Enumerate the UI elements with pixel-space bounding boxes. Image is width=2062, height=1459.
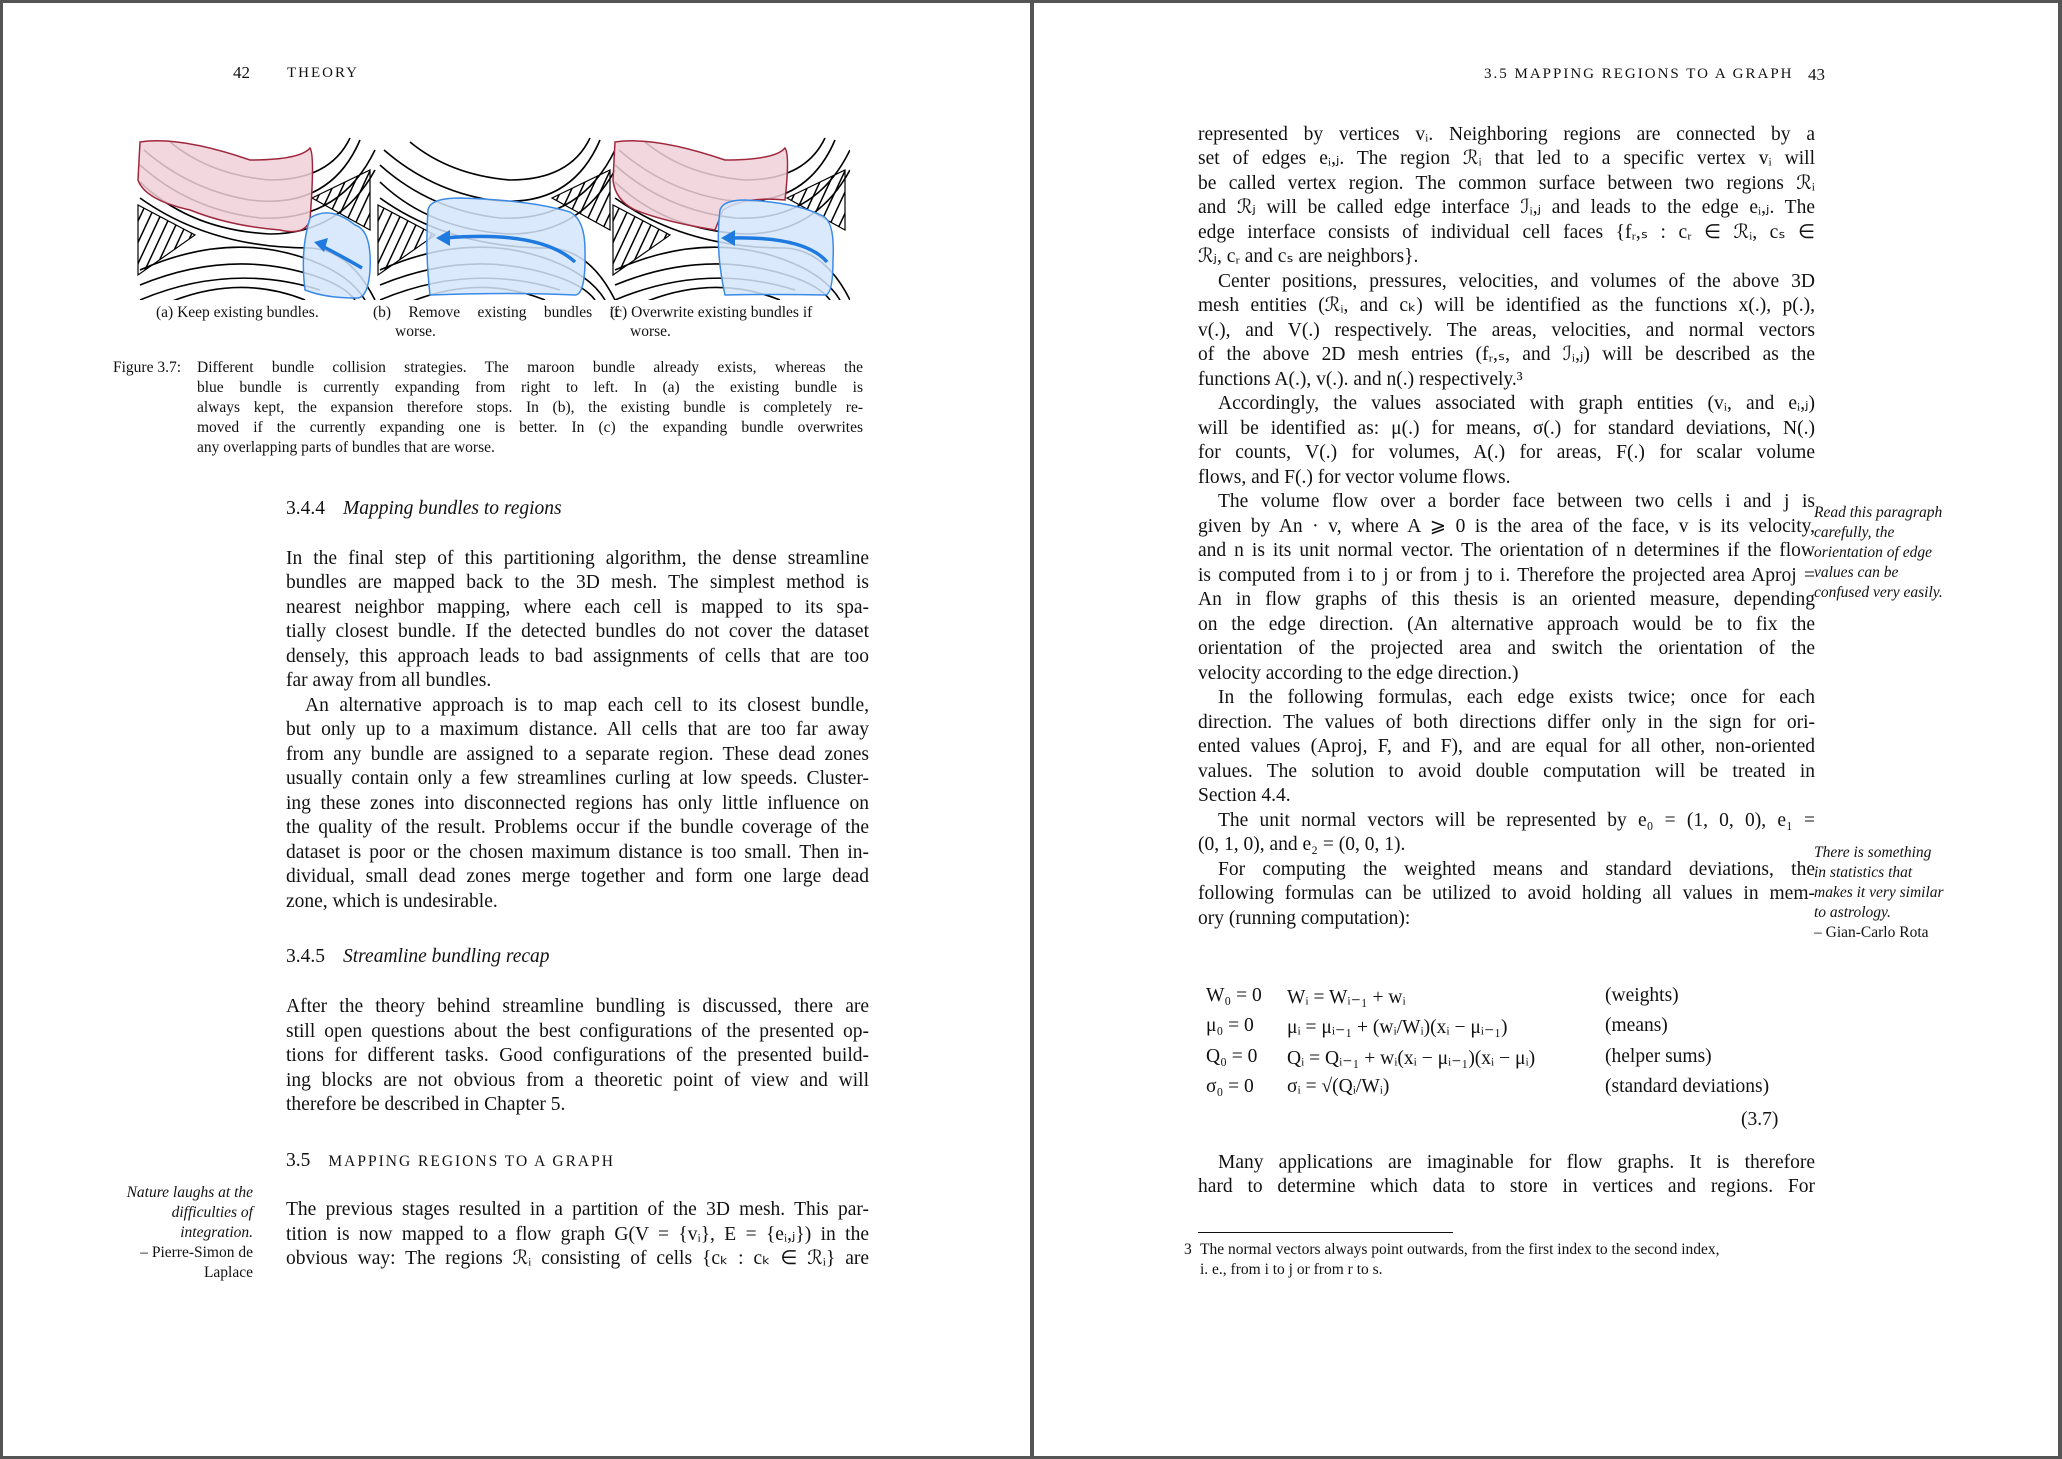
footnote-line: The normal vectors always point outwards, from the first index to the second index, bbox=[1200, 1241, 1720, 1258]
expanding-bundle-region bbox=[718, 200, 833, 295]
quote-line: makes it very similar bbox=[1814, 884, 1944, 901]
body-line: Accordingly, the values associated with graph entities (vᵢ, and eᵢ,ⱼ) bbox=[1218, 393, 1815, 414]
equation-label: (standard deviations) bbox=[1605, 1076, 1770, 1097]
body-line: but only up to a maximum distance. All cells that are too far away bbox=[286, 719, 869, 740]
quote-line: to astrology. bbox=[1814, 904, 1891, 921]
body-line: from any bundle are assigned to a separate region. These dead zones bbox=[286, 744, 869, 765]
body-line: and ℛⱼ will be called edge interface ℐᵢ,ⱼ and leads to the edge eᵢ,ⱼ. The bbox=[1198, 197, 1815, 218]
subcaption-b-line2: worse. bbox=[395, 323, 436, 340]
equation-label: (means) bbox=[1605, 1015, 1668, 1036]
body-line: The volume flow over a border face between two cells i and j is bbox=[1218, 491, 1815, 512]
body-line: is computed from i to j or from j to i. Therefore the projected area Aproj = bbox=[1198, 565, 1815, 586]
body-line: for counts, V(.) for volumes, A(.) for areas, F(.) for scalar volume bbox=[1198, 442, 1815, 463]
subfigure-c bbox=[613, 138, 850, 300]
quote-line: integration. bbox=[180, 1224, 253, 1241]
body-line: hard to determine which data to store in vertices and regions. For bbox=[1198, 1176, 1815, 1197]
existing-bundle-region bbox=[138, 141, 313, 232]
running-header: THEORY bbox=[287, 65, 359, 81]
note-line: Read this paragraph bbox=[1814, 504, 1943, 521]
section-heading-3-4-4 bbox=[286, 498, 562, 520]
body-line: ℛⱼ, cᵣ and cₛ are neighbors}. bbox=[1198, 246, 1419, 267]
body-line: Many applications are imaginable for flow graphs. It is therefore bbox=[1218, 1152, 1815, 1173]
section-title: Mapping bundles to regions bbox=[343, 498, 562, 519]
note-line: carefully, the bbox=[1814, 524, 1895, 541]
body-line: ented values (Aproj, F, and F), and are equal for all other, non-oriented bbox=[1198, 736, 1815, 757]
expanding-bundle-region bbox=[427, 198, 585, 295]
body-line: values. The solution to avoid double computation will be treated in bbox=[1198, 761, 1815, 782]
figure-caption-line: always kept, the expansion therefore stops. In (b), the existing bundle is completely re- bbox=[197, 399, 863, 416]
equation-expr: Qᵢ = Qᵢ₋₁ + wᵢ(xᵢ − μᵢ₋₁)(xᵢ − μᵢ) bbox=[1287, 1048, 1536, 1069]
body-line: usually contain only a few streamlines curling at low speeds. Cluster- bbox=[286, 768, 869, 789]
page-number: 42 bbox=[233, 63, 250, 82]
equation-expr: Wᵢ = Wᵢ₋₁ + wᵢ bbox=[1287, 987, 1406, 1008]
body-line: therefore be described in Chapter 5. bbox=[286, 1094, 566, 1115]
subcaption-c: (c) Overwrite existing bundles if bbox=[610, 304, 813, 321]
body-line: edge interface consists of individual cell faces {fᵣ,ₛ : cᵣ ∈ ℛᵢ, cₛ ∈ bbox=[1198, 222, 1815, 243]
body-line: be called vertex region. The common surface between two regions ℛᵢ bbox=[1198, 173, 1815, 194]
footnote-number: 3 bbox=[1184, 1241, 1192, 1258]
body-line: ory (running computation): bbox=[1198, 908, 1411, 929]
equation-init: σ₀ = 0 bbox=[1206, 1076, 1254, 1097]
equation-label: (weights) bbox=[1605, 985, 1679, 1006]
body-line: orientation of the projected area and switch the orientation of the bbox=[1198, 638, 1815, 659]
subcaption-b: (b) Remove existing bundles if bbox=[373, 304, 619, 321]
body-line: on the edge direction. (An alternative approach would be to fix the bbox=[1198, 614, 1815, 635]
body-line: In the final step of this partitioning algorithm, the dense streamline bbox=[286, 548, 869, 569]
quote-line: difficulties of bbox=[171, 1204, 253, 1221]
body-line: dividual, small dead zones merge together and form one large dead bbox=[286, 866, 869, 887]
body-line: zone, which is undesirable. bbox=[286, 891, 498, 912]
body-line: tions for different tasks. Good configurations of the presented build- bbox=[286, 1045, 869, 1066]
body-line: given by An · v, where A ⩾ 0 is the area of the face, v is its velocity, bbox=[1198, 516, 1815, 537]
body-line: velocity according to the edge direction.) bbox=[1198, 663, 1519, 684]
body-line: After the theory behind streamline bundling is discussed, there are bbox=[286, 996, 869, 1017]
right-page bbox=[1034, 3, 2058, 1456]
body-line: still open questions about the best configurations of the presented op- bbox=[286, 1021, 869, 1042]
body-line: represented by vertices vᵢ. Neighboring regions are connected by a bbox=[1198, 124, 1815, 145]
body-line: For computing the weighted means and standard deviations, the bbox=[1218, 859, 1815, 880]
equation-init: μ₀ = 0 bbox=[1206, 1015, 1254, 1036]
body-line: v(.), and V(.) respectively. The areas, velocities, and normal vectors bbox=[1198, 320, 1815, 341]
quote-author: – Gian-Carlo Rota bbox=[1814, 924, 1929, 941]
body-line: functions A(.), v(.). and n(.) respectively.³ bbox=[1198, 369, 1523, 390]
body-line: ing blocks are not obvious from a theoretic point of view and will bbox=[286, 1070, 869, 1091]
body-line: tition is now mapped to a flow graph G(V = {vᵢ}, E = {eᵢ,ⱼ}) in the bbox=[286, 1224, 869, 1245]
section-number: 3.4.5 bbox=[286, 946, 325, 967]
note-line: values can be bbox=[1814, 564, 1899, 581]
figure-caption-line: any overlapping parts of bundles that are worse. bbox=[197, 439, 495, 456]
body-line: direction. The values of both directions differ only in the sign for ori- bbox=[1198, 712, 1815, 733]
body-line: following formulas can be utilized to avoid holding all values in mem- bbox=[1198, 883, 1815, 904]
subfigure-b bbox=[378, 138, 615, 300]
footnote-line: i. e., from i to j or from r to s. bbox=[1200, 1261, 1383, 1278]
section-number: 3.5 bbox=[286, 1150, 311, 1171]
body-line: will be identified as: μ(.) for means, σ(.) for standard deviations, N(.) bbox=[1198, 418, 1815, 439]
subcaption-c-line2: worse. bbox=[630, 323, 671, 340]
figure-caption-line: blue bundle is currently expanding from right to left. In (a) the existing bundle is bbox=[197, 379, 863, 396]
page-number: 43 bbox=[1808, 65, 1825, 84]
equation-expr: σᵢ = √(Qᵢ/Wᵢ) bbox=[1287, 1076, 1390, 1097]
body-line: nearest neighbor mapping, where each cell is mapped to its spa- bbox=[286, 597, 869, 618]
body-line: far away from all bundles. bbox=[286, 670, 492, 691]
body-line: mesh entities (ℛᵢ, and cₖ) will be identified as the functions x(.), p(.), bbox=[1198, 295, 1815, 316]
section-title: Streamline bundling recap bbox=[343, 946, 550, 967]
margin-quote bbox=[127, 1183, 253, 1283]
body-line: the quality of the result. Problems occur if the bundle coverage of the bbox=[286, 817, 869, 838]
body-line: (0, 1, 0), and e₂ = (0, 0, 1). bbox=[1198, 834, 1406, 855]
subfigure-a bbox=[138, 138, 375, 300]
equation-init: W₀ = 0 bbox=[1206, 985, 1262, 1006]
section-number: 3.4.4 bbox=[286, 498, 325, 519]
body-line: densely, this approach leads to bad assignments of cells that are too bbox=[286, 646, 869, 667]
body-line: bundles are mapped back to the 3D mesh. The simplest method is bbox=[286, 572, 869, 593]
quote-author: Laplace bbox=[203, 1264, 253, 1281]
body-line: The unit normal vectors will be represented by e₀ = (1, 0, 0), e₁ = bbox=[1218, 810, 1815, 831]
figure-caption-line: Different bundle collision strategies. The maroon bundle already exists, whereas the bbox=[197, 359, 863, 376]
note-line: orientation of edge bbox=[1814, 544, 1932, 561]
equation-number: (3.7) bbox=[1741, 1109, 1779, 1130]
body-line: and n is its unit normal vector. The orientation of n determines if the flow bbox=[1198, 540, 1815, 561]
body-line: set of edges eᵢ,ⱼ. The region ℛᵢ that led to a specific vertex vᵢ will bbox=[1198, 148, 1815, 169]
body-line: An alternative approach is to map each cell to its closest bundle, bbox=[305, 695, 869, 716]
quote-line: There is something bbox=[1814, 844, 1932, 861]
body-line: dataset is poor or the chosen maximum distance is too small. Then in- bbox=[286, 842, 869, 863]
running-header: 3.5 MAPPING REGIONS TO A GRAPH bbox=[1484, 66, 1794, 82]
body-line: flows, and F(.) for vector volume flows. bbox=[1198, 467, 1511, 488]
margin-quote bbox=[1814, 843, 1944, 943]
figure-3-7 bbox=[130, 130, 850, 300]
equation-expr: μᵢ = μᵢ₋₁ + (wᵢ/Wᵢ)(xᵢ − μᵢ₋₁) bbox=[1287, 1017, 1508, 1038]
figure-caption-line: moved if the currently expanding one is better. In (c) the expanding bundle overwrites bbox=[197, 419, 863, 436]
body-line: of the above 2D mesh entries (fᵣ,ₛ, and ℐᵢ,ⱼ) will be described as the bbox=[1198, 344, 1815, 365]
section-heading-3-4-5 bbox=[286, 946, 550, 968]
quote-line: Nature laughs at the bbox=[126, 1184, 253, 1201]
body-line: Center positions, pressures, velocities, and volumes of the above 3D bbox=[1218, 271, 1815, 292]
body-line: The previous stages resulted in a partition of the 3D mesh. This par- bbox=[286, 1199, 869, 1220]
body-line: An in flow graphs of this thesis is an oriented measure, depending bbox=[1198, 589, 1815, 610]
body-line: Section 4.4. bbox=[1198, 785, 1291, 806]
margin-note bbox=[1814, 503, 1943, 603]
footnote-rule bbox=[1198, 1232, 1453, 1233]
equation-label: (helper sums) bbox=[1605, 1046, 1712, 1067]
body-line: ing these zones into disconnected regions has only little influence on bbox=[286, 793, 869, 814]
body-line: tially closest bundle. If the detected bundles do not cover the dataset bbox=[286, 621, 869, 642]
quote-author: – Pierre-Simon de bbox=[140, 1244, 253, 1261]
section-title: MAPPING REGIONS TO A GRAPH bbox=[328, 1153, 615, 1170]
quote-line: in statistics that bbox=[1814, 864, 1913, 881]
left-page bbox=[3, 3, 1030, 1456]
equation-init: Q₀ = 0 bbox=[1206, 1046, 1258, 1067]
note-line: confused very easily. bbox=[1814, 584, 1943, 601]
body-line: obvious way: The regions ℛᵢ consisting of cells {cₖ : cₖ ∈ ℛᵢ} are bbox=[286, 1248, 869, 1269]
subcaption-a: (a) Keep existing bundles. bbox=[156, 304, 319, 321]
figure-caption-label: Figure 3.7: bbox=[113, 359, 182, 376]
body-line: In the following formulas, each edge exists twice; once for each bbox=[1218, 687, 1815, 708]
section-heading-3-5 bbox=[286, 1150, 615, 1172]
